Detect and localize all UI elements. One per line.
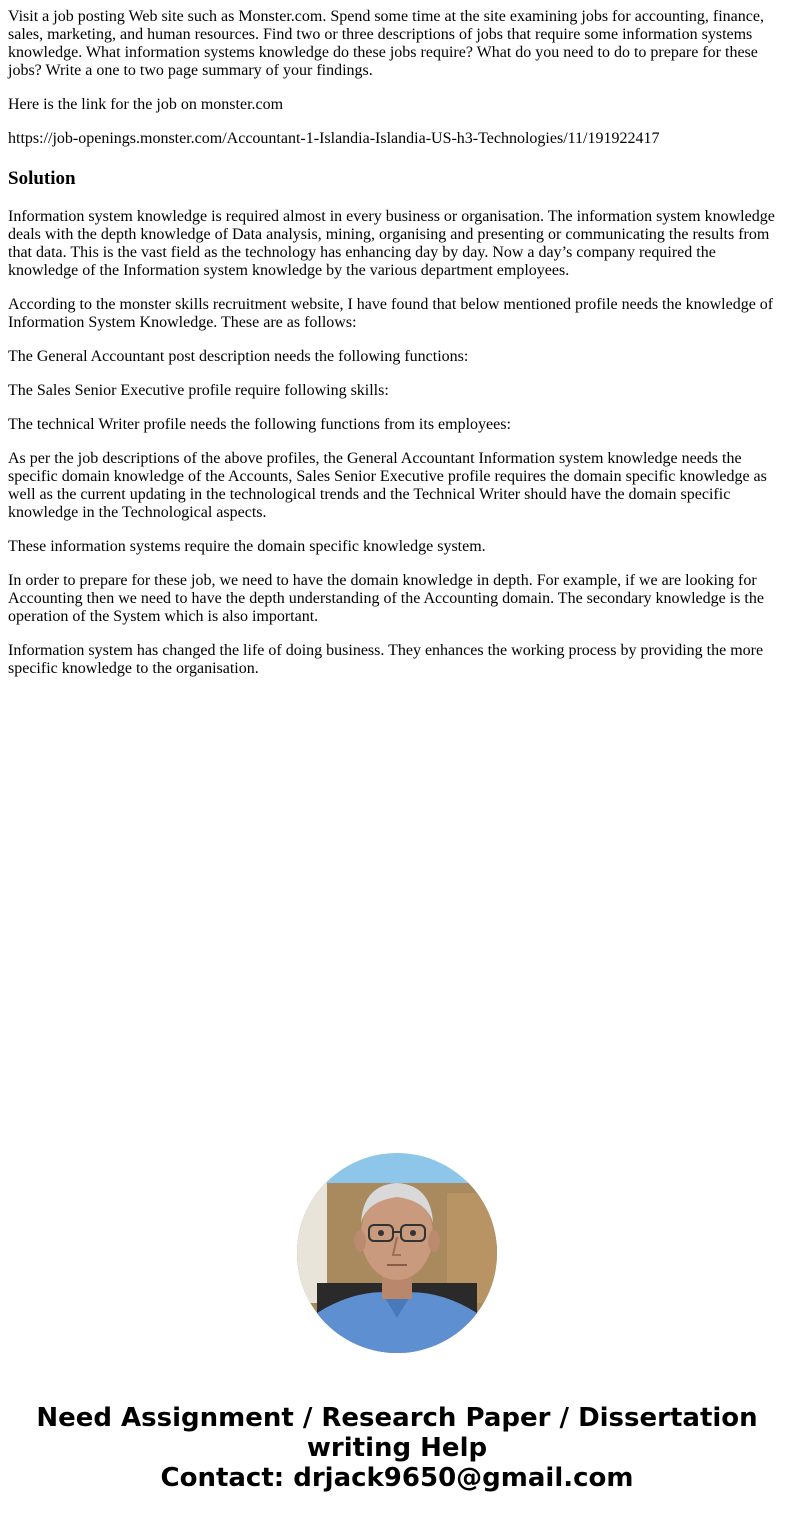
paragraph: The General Accountant post description needs the following functions:	[8, 348, 469, 365]
document-body	[8, 0, 780, 694]
person-photo-icon	[297, 1153, 497, 1353]
question-text: Visit a job posting Web site such as Monster.com. Spend some time at the site examining jobs for accounting, finance, sales, marketing, and human resources. Find two or three descriptions of jobs that require some information systems knowledge. What information systems knowledge do these jobs require? What do you need to do to prepare for these jobs? Write a one to two page summary of your findings.	[8, 8, 764, 79]
job-link: https://job-openings.monster.com/Accountant-1-Islandia-Islandia-US-h3-Technologies/11/191922417	[8, 130, 660, 147]
link-intro: Here is the link for the job on monster.com	[8, 96, 284, 113]
paragraph: Information system knowledge is required almost in every business or organisation. The information system knowledge deals with the depth knowledge of Data analysis, mining, organising and presenting or communicating the results from that data. This is the vast field as the technology has enhancing day by day. Now a day’s company required the knowledge of the Information system knowledge by the various department employees.	[8, 208, 775, 279]
promo-line: Need Assignment / Research Paper / Dissertation	[36, 1403, 758, 1433]
paragraph: The Sales Senior Executive profile require following skills:	[8, 382, 389, 399]
paragraph: In order to prepare for these job, we need to have the domain knowledge in depth. For example, if we are looking for Accounting then we need to have the depth understanding of the Accounting domain. The secondary knowledge is the operation of the System which is also important.	[8, 572, 764, 625]
promo-contact: Contact: drjack9650@gmail.com	[160, 1463, 634, 1493]
paragraph: The technical Writer profile needs the following functions from its employees:	[8, 416, 511, 433]
avatar	[297, 1153, 497, 1353]
paragraph: As per the job descriptions of the above profiles, the General Accountant Information system knowledge needs the specific domain knowledge of the Accounts, Sales Senior Executive profile requires the domain specific knowledge as well as the current updating in the technological trends and the Technical Writer should have the domain specific knowledge in the Technological aspects.	[8, 450, 767, 521]
paragraph: Information system has changed the life of doing business. They enhances the working process by providing the more specific knowledge to the organisation.	[8, 642, 764, 677]
promo-line: writing Help	[306, 1433, 488, 1463]
paragraph: These information systems require the domain specific knowledge system.	[8, 538, 486, 555]
solution-heading: Solution	[8, 168, 76, 189]
paragraph: According to the monster skills recruitment website, I have found that below mentioned profile needs the knowledge of Information System Knowledge. These are as follows:	[8, 296, 774, 331]
promo-banner	[0, 1403, 794, 1493]
